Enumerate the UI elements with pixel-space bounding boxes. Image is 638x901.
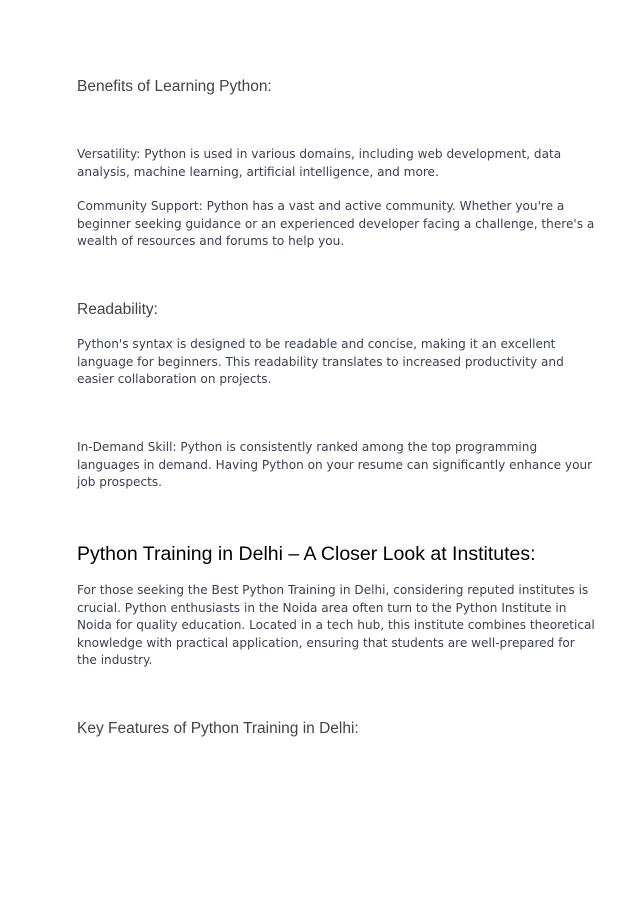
text-line: In-Demand Skill: Python is consistently ranked among the top programming: [77, 440, 538, 454]
text-line: the industry.: [77, 653, 153, 668]
text-line: wealth of resources and forums to help you.: [77, 234, 345, 249]
text-line: beginner seeking guidance or an experienced developer facing a challenge, there's a: [77, 216, 595, 231]
heading-readability: Readability:: [77, 301, 158, 318]
text-line: crucial. Python enthusiasts in the Noida area often turn to the Python Institute in: [77, 600, 567, 615]
text-line: Python's syntax is designed to be readable and concise, making it an excellent: [77, 337, 556, 351]
heading-benefits: Benefits of Learning Python:: [77, 78, 272, 95]
paragraph-community-support: [77, 198, 595, 251]
text-line: languages in demand. Having Python on your resume can significantly enhance your: [77, 457, 593, 472]
paragraph-readability: [77, 336, 567, 389]
text-line: knowledge with practical application, ensuring that students are well-prepared for: [77, 635, 575, 650]
text-line: Noida for quality education. Located in a tech hub, this institute combines theoretical: [77, 618, 595, 633]
text-line: easier collaboration on projects.: [77, 372, 272, 387]
text-line: Versatility: Python is used in various domains, including web development, data: [77, 147, 562, 161]
text-line: analysis, machine learning, artificial intelligence, and more.: [77, 164, 439, 179]
text-line: language for beginners. This readability translates to increased productivity and: [77, 354, 564, 369]
text-line: Community Support: Python has a vast and active community. Whether you're a: [77, 199, 565, 213]
paragraph-training-institutes: [77, 582, 595, 670]
paragraph-in-demand-skill: [77, 439, 593, 492]
heading-python-training-delhi: Python Training in Delhi – A Closer Look at Institutes:: [77, 543, 536, 565]
paragraph-versatility: [77, 146, 567, 181]
heading-key-features: Key Features of Python Training in Delhi:: [77, 720, 359, 737]
text-line: For those seeking the Best Python Training in Delhi, considering reputed institutes is: [77, 583, 589, 597]
text-line: job prospects.: [77, 475, 163, 490]
